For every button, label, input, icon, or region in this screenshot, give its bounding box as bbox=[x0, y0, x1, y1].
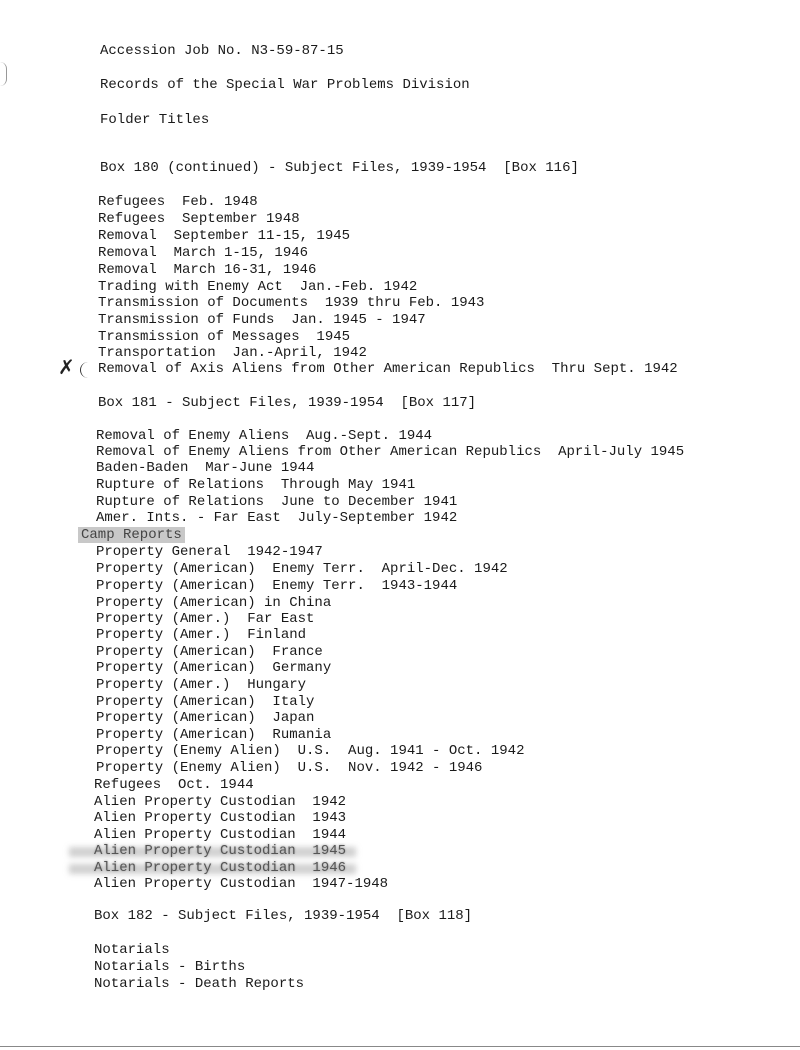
box-180-item: Transmission of Messages 1945 bbox=[98, 329, 351, 345]
box-181-item: Property (American) Germany bbox=[96, 660, 332, 676]
box-180-item: Refugees September 1948 bbox=[98, 211, 300, 227]
box-181-item: Property (American) Enemy Terr. April-Dec. 1942 bbox=[96, 561, 508, 577]
box-181-item: Property (American) in China bbox=[96, 595, 332, 611]
box-180-item: Transmission of Funds Jan. 1945 - 1947 bbox=[98, 312, 426, 328]
box-181-item: Property (American) Enemy Terr. 1943-1944 bbox=[96, 578, 458, 594]
box-181-item: Property (Amer.) Far East bbox=[96, 611, 315, 627]
highlighted-text: Camp Reports bbox=[78, 527, 185, 543]
edge-mark bbox=[0, 62, 7, 86]
box-181-item: Alien Property Custodian 1947-1948 bbox=[94, 876, 389, 892]
box-181-item-highlighted bbox=[78, 527, 185, 544]
box-182-item: Notarials - Death Reports bbox=[94, 976, 305, 992]
box-180-item: Removal March 1-15, 1946 bbox=[98, 245, 309, 261]
box-181-item-smudged: Alien Property Custodian 1945 bbox=[94, 843, 347, 859]
box-181-item: Removal of Enemy Aliens from Other American Republics April-July 1945 bbox=[96, 444, 685, 460]
box-181-item: Property (American) Rumania bbox=[96, 727, 332, 743]
box-181-item: Alien Property Custodian 1943 bbox=[94, 810, 347, 826]
box-182-item: Notarials bbox=[94, 942, 170, 958]
box-182-item: Notarials - Births bbox=[94, 959, 246, 975]
box-180-item: Removal September 11-15, 1945 bbox=[98, 228, 351, 244]
box-181-item: Baden-Baden Mar-June 1944 bbox=[96, 460, 315, 476]
box-181-item: Property (Amer.) Hungary bbox=[96, 677, 307, 693]
box-180-item: Transmission of Documents 1939 thru Feb. 1943 bbox=[98, 295, 485, 311]
box-181-item: Rupture of Relations June to December 1941 bbox=[96, 494, 458, 510]
box-180-item: Removal March 16-31, 1946 bbox=[98, 262, 317, 278]
folder-titles-heading: Folder Titles bbox=[100, 112, 210, 128]
box-180-item: Removal of Axis Aliens from Other American Republics Thru Sept. 1942 bbox=[98, 361, 678, 377]
box-181-item: Property (American) Italy bbox=[96, 694, 315, 710]
margin-bracket bbox=[80, 362, 95, 378]
margin-x-mark: ✗ bbox=[58, 355, 75, 379]
bottom-edge-rule bbox=[0, 1046, 800, 1047]
box-181-item: Amer. Ints. - Far East July-September 1942 bbox=[96, 510, 458, 526]
box-180-item: Transportation Jan.-April, 1942 bbox=[98, 345, 367, 361]
box-180-heading: Box 180 (continued) - Subject Files, 1939-1954 [Box 116] bbox=[100, 160, 579, 176]
box-181-item: Property General 1942-1947 bbox=[96, 544, 323, 560]
box-181-item: Property (American) Japan bbox=[96, 710, 315, 726]
box-181-item: Removal of Enemy Aliens Aug.-Sept. 1944 bbox=[96, 428, 433, 444]
box-181-item: Property (Enemy Alien) U.S. Aug. 1941 - Oct. 1942 bbox=[96, 743, 525, 759]
box-181-item: Alien Property Custodian 1942 bbox=[94, 794, 347, 810]
box-181-item: Property (Enemy Alien) U.S. Nov. 1942 - 1946 bbox=[96, 760, 483, 776]
box-180-item: Trading with Enemy Act Jan.-Feb. 1942 bbox=[98, 279, 418, 295]
box-181-item-smudged: Alien Property Custodian 1946 bbox=[94, 860, 347, 876]
box-181-item: Property (Amer.) Finland bbox=[96, 627, 307, 643]
box-182-heading: Box 182 - Subject Files, 1939-1954 [Box 118] bbox=[94, 908, 473, 924]
accession-number: Accession Job No. N3-59-87-15 bbox=[100, 43, 344, 59]
box-181-heading: Box 181 - Subject Files, 1939-1954 [Box 117] bbox=[98, 395, 477, 411]
box-181-item: Alien Property Custodian 1944 bbox=[94, 827, 347, 843]
box-181-item: Refugees Oct. 1944 bbox=[94, 777, 254, 793]
box-181-item: Property (American) France bbox=[96, 644, 323, 660]
records-title: Records of the Special War Problems Division bbox=[100, 77, 470, 93]
box-180-item: Refugees Feb. 1948 bbox=[98, 194, 258, 210]
box-181-item: Rupture of Relations Through May 1941 bbox=[96, 477, 416, 493]
